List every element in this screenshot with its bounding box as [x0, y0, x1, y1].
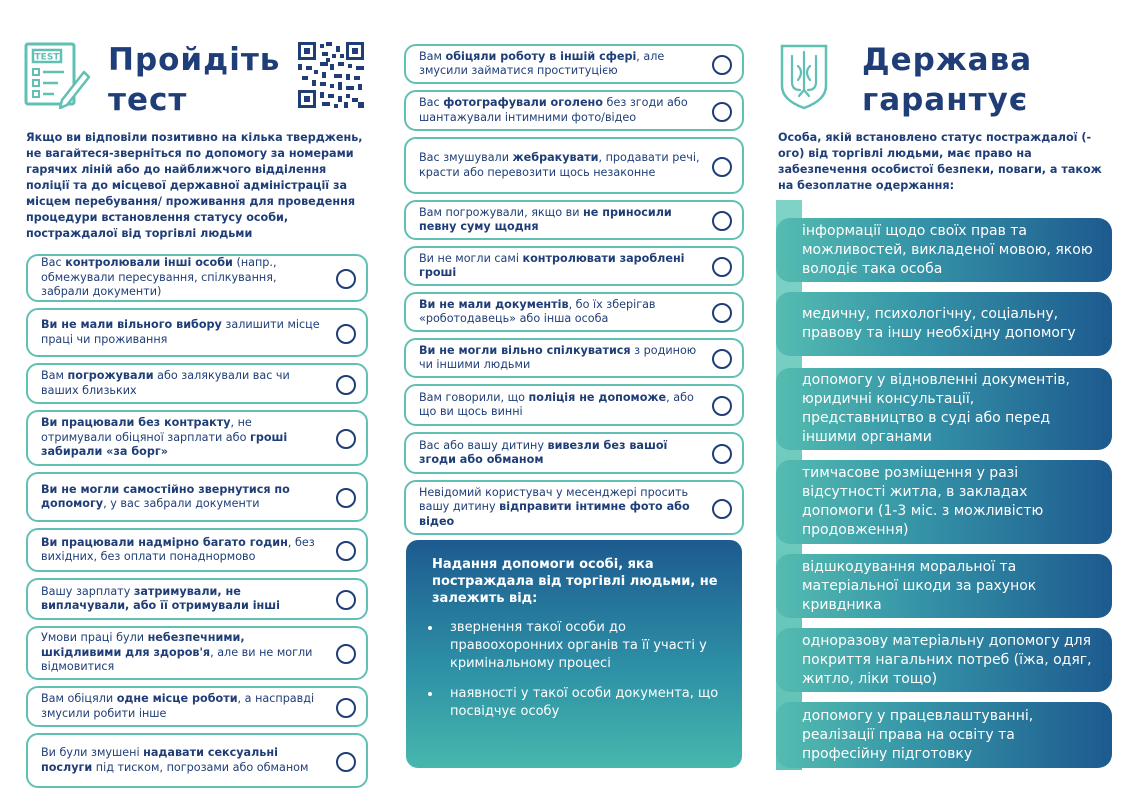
- question-text-bold: затримували, не виплачували, або її отримували інші: [41, 584, 280, 612]
- question-text-part: , але змусили займатися проституцією: [419, 49, 665, 77]
- title-line-2: тест: [108, 82, 188, 118]
- question-text: [419, 391, 702, 420]
- question-text-part: Вас або вашу дитину: [419, 438, 548, 452]
- question-text-part: Невідомий користувач у месенджері просить вашу дитину: [419, 485, 689, 514]
- question-text: [419, 50, 702, 79]
- question-text: [41, 318, 326, 347]
- question-text-part: Вам говорили, що: [419, 390, 529, 404]
- guarantee-item: допомогу у працевлаштуванні, реалізації права на освіту та професійну підготовку: [776, 702, 1112, 768]
- page-title-test: [108, 40, 280, 120]
- question-text: [419, 252, 702, 281]
- question-item[interactable]: [404, 338, 744, 378]
- question-list-left: [26, 254, 368, 794]
- question-text: [41, 536, 326, 565]
- answer-circle-checkbox[interactable]: [336, 429, 356, 449]
- question-text-part: під тиском, погрозами або обманом: [92, 760, 309, 774]
- question-text-part: Вам: [41, 369, 68, 382]
- intro-text-right: Особа, якій встановлено статус постраждалої (-ого) від торгівлі людьми, має право на забезпечення особистої безпеки, поваги, а також на безоплатне одержання:: [778, 131, 1102, 192]
- question-text-part: , продавати речі, красти або перевозити щось незаконне: [419, 151, 700, 179]
- question-text-bold: Ви не могли вільно спілкуватися: [419, 343, 631, 357]
- question-text: [419, 486, 702, 530]
- answer-circle-checkbox[interactable]: [336, 644, 356, 664]
- test-icon-label: TEST: [34, 52, 60, 63]
- question-text-bold: контролювали інші особи: [65, 256, 233, 270]
- question-item[interactable]: [26, 410, 368, 466]
- question-text-part: , не отримували обіцяної зарплати або: [41, 416, 252, 444]
- intro-text-left: Якщо ви відповіли позитивно на кілька тверджень, не вагайтеся-зверніться по допомогу за номерами гарячих ліній або до найближчого відділення поліції та до місцевої державної адміністрації за місцем перебування/ проживання для проведення процедури встановлення статусу особи, постраждалої від торгівлі людьми: [26, 131, 363, 240]
- answer-circle-checkbox[interactable]: [336, 488, 356, 508]
- help-list-item-text: звернення такої особи до правоохоронних органів та її участі у кримінальному процесі: [450, 620, 707, 671]
- question-text-part: Вас: [419, 96, 444, 109]
- question-item[interactable]: [26, 308, 368, 357]
- question-item[interactable]: [404, 480, 744, 535]
- answer-circle-checkbox[interactable]: [336, 541, 356, 561]
- help-list-item-text: наявності у такої особи документа, що посвідчує особу: [450, 686, 719, 719]
- question-text-part: залишити місце праці чи проживання: [41, 318, 320, 346]
- answer-circle-checkbox[interactable]: [712, 157, 732, 177]
- help-info-box: [406, 540, 742, 768]
- question-item[interactable]: [404, 90, 744, 131]
- guarantees-panel: [776, 200, 1112, 770]
- question-item[interactable]: [404, 384, 744, 426]
- question-text-part: , або що ви щось винні: [419, 390, 694, 418]
- title-line-2: гарантує: [862, 82, 1029, 118]
- question-text: [41, 631, 326, 675]
- question-item[interactable]: [404, 200, 744, 240]
- question-text-bold: Ви не мали документів: [419, 297, 569, 311]
- question-text: [41, 692, 326, 721]
- question-item[interactable]: [26, 578, 368, 620]
- question-text: [419, 206, 702, 235]
- answer-circle-checkbox[interactable]: [712, 102, 732, 122]
- question-text-part: , а насправді змусили робити інше: [41, 692, 315, 720]
- question-text-bold: не приносили певну суму щодня: [419, 205, 672, 233]
- question-item[interactable]: [404, 292, 744, 332]
- question-text-part: Вам: [419, 49, 446, 63]
- question-text: [419, 298, 702, 327]
- question-text-bold: надавати сексуальні послуги: [41, 746, 278, 774]
- question-item[interactable]: [404, 432, 744, 474]
- question-text-part: без згоди або шантажували інтимними фото/відео: [419, 96, 688, 124]
- guarantee-item: тимчасове розміщення у разі відсутності житла, в закладах допомоги (1-3 міс. з можливістю продовження): [776, 460, 1112, 544]
- question-text: [41, 369, 326, 398]
- question-text-part: Вас змушували: [419, 151, 513, 164]
- question-text-bold: одне місце роботи: [116, 692, 238, 705]
- answer-circle-checkbox[interactable]: [712, 396, 732, 416]
- qr-code-icon[interactable]: [298, 42, 364, 108]
- answer-circle-checkbox[interactable]: [712, 55, 732, 75]
- question-item[interactable]: [26, 363, 368, 404]
- question-text-part: Вам погрожували, якщо ви: [419, 205, 584, 219]
- page-title-state: [862, 40, 1032, 120]
- question-text-part: Вашу зарплату: [41, 584, 134, 598]
- help-box-title: Надання допомоги особі, яка постраждала від торгівлі людьми, не залежить від:: [432, 557, 718, 606]
- question-item[interactable]: [404, 44, 744, 84]
- question-text: [41, 746, 326, 775]
- question-item[interactable]: [26, 528, 368, 572]
- question-text: [419, 439, 702, 468]
- answer-circle-checkbox[interactable]: [712, 499, 732, 519]
- question-item[interactable]: [26, 686, 368, 727]
- guarantee-item: відшкодування моральної та матеріальної шкоди за рахунок кривдника: [776, 554, 1112, 618]
- question-text-part: з родиною чи іншими людьми: [419, 343, 697, 371]
- answer-circle-checkbox[interactable]: [336, 590, 356, 610]
- answer-circle-checkbox[interactable]: [336, 269, 356, 289]
- question-text-part: Вам обіцяли: [41, 692, 117, 705]
- title-line-1: Держава: [862, 42, 1033, 78]
- question-text-bold: вивезли без вашої згоди або обманом: [419, 438, 668, 466]
- question-text-part: Умови праці були: [41, 631, 148, 645]
- question-text-part: , але ви не могли відмовитися: [41, 645, 313, 674]
- question-item[interactable]: [404, 246, 744, 286]
- question-text-part: або залякували вас чи ваших близьких: [41, 369, 290, 397]
- question-text-bold: Ви працювали без контракту: [41, 416, 231, 430]
- answer-circle-checkbox[interactable]: [712, 257, 732, 277]
- question-text-bold: поліція не допоможе: [528, 390, 667, 404]
- question-list-middle: [404, 44, 744, 541]
- answer-circle-checkbox[interactable]: [712, 303, 732, 323]
- question-item[interactable]: [26, 254, 368, 302]
- answer-circle-checkbox[interactable]: [336, 752, 356, 772]
- question-text: [41, 416, 326, 460]
- help-list-item: [428, 685, 726, 721]
- question-text-bold: контролювати зароблені гроші: [419, 251, 685, 279]
- help-list-item: [428, 619, 726, 673]
- answer-circle-checkbox[interactable]: [712, 211, 732, 231]
- question-text-part: , без вихідних, без оплати понаднормово: [41, 535, 315, 563]
- guarantee-item: одноразову матеріальну допомогу для покриття нагальних потреб (їжа, одяг, житло, ліки тощо): [776, 628, 1112, 692]
- question-text-part: Ви були змушені: [41, 746, 144, 759]
- bullet-icon: [428, 692, 432, 696]
- question-text-bold: погрожували: [67, 369, 154, 382]
- question-text-bold: гроші забирали «за борг»: [41, 430, 288, 459]
- question-text: [41, 585, 326, 614]
- trident-icon: [778, 42, 830, 110]
- question-text-bold: обіцяли роботу в іншій сфері: [445, 49, 637, 63]
- test-sheet-pencil-icon: [22, 42, 92, 112]
- question-text: [41, 256, 326, 300]
- question-item[interactable]: [26, 733, 368, 788]
- guarantee-item: інформації щодо своїх прав та можливостей, викладеної мовою, якою володіє така особа: [776, 218, 1112, 282]
- question-text-part: , бо їх зберігав «роботодавець» або інша особа: [419, 297, 656, 325]
- question-item[interactable]: [26, 626, 368, 680]
- question-text: [419, 151, 702, 180]
- guarantee-item: медичну, психологічну, соціальну, правову та іншу необхідну допомогу: [776, 292, 1112, 356]
- title-line-1: Пройдіть: [108, 42, 281, 78]
- question-text-part: Ви не могли самі: [419, 251, 523, 265]
- question-text-bold: фотографували оголено: [443, 96, 603, 109]
- question-text: [419, 96, 702, 125]
- question-text-bold: жебракувати: [512, 151, 599, 164]
- question-text-part: Вас: [41, 256, 66, 270]
- question-text-bold: відправити інтимне фото або відео: [419, 500, 690, 528]
- question-text-bold: Ви не мали вільного вибору: [41, 318, 222, 331]
- question-item[interactable]: [404, 137, 744, 194]
- question-text: [41, 483, 326, 512]
- bullet-icon: [428, 626, 432, 630]
- answer-circle-checkbox[interactable]: [336, 698, 356, 718]
- question-text-bold: Ви працювали надмірно багато годин: [41, 535, 288, 549]
- question-text-part: (напр., обмежували пересування, спілкування, забрали документи): [41, 256, 277, 299]
- answer-circle-checkbox[interactable]: [336, 375, 356, 395]
- question-item[interactable]: [26, 472, 368, 522]
- answer-circle-checkbox[interactable]: [712, 444, 732, 464]
- guarantee-item: допомогу у відновленні документів, юридичні консультації, представництво в суді або перед іншими органами: [776, 368, 1112, 450]
- answer-circle-checkbox[interactable]: [336, 324, 356, 344]
- question-text-bold: небезпечними, шкідливими для здоров'я: [41, 631, 245, 659]
- answer-circle-checkbox[interactable]: [712, 349, 732, 369]
- question-text-bold: Ви не могли самостійно звернутися по допомогу: [41, 482, 290, 510]
- question-text: [419, 344, 702, 373]
- question-text-part: , у вас забрали документи: [103, 497, 260, 510]
